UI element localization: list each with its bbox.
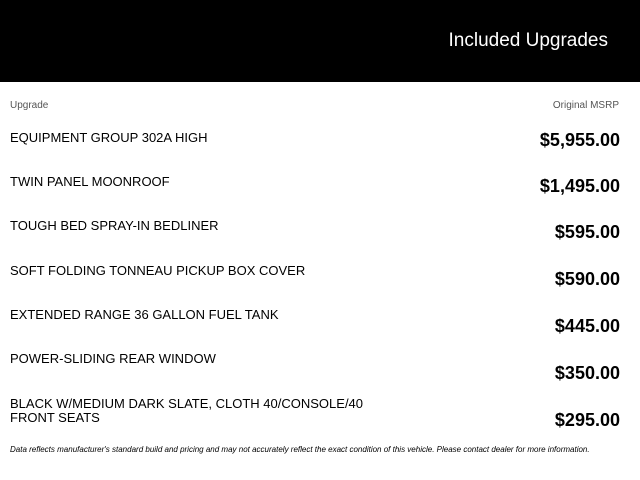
column-header-upgrade: Upgrade: [10, 100, 49, 111]
upgrade-price: $350.00: [554, 363, 620, 383]
upgrade-name: EQUIPMENT GROUP 302A HIGH: [10, 130, 208, 145]
upgrade-price: $295.00: [554, 410, 620, 430]
upgrade-name: EXTENDED RANGE 36 GALLON FUEL TANK: [10, 307, 279, 322]
column-header-msrp: Original MSRP: [552, 100, 619, 111]
upgrade-name: TOUGH BED SPRAY-IN BEDLINER: [10, 218, 219, 233]
upgrade-name: TWIN PANEL MOONROOF: [10, 174, 170, 189]
upgrade-price: $5,955.00: [539, 130, 620, 150]
upgrade-name: SOFT FOLDING TONNEAU PICKUP BOX COVER: [10, 263, 306, 278]
upgrade-price: $595.00: [554, 222, 620, 242]
upgrade-price: $1,495.00: [539, 176, 620, 196]
upgrade-name: BLACK W/MEDIUM DARK SLATE, CLOTH 40/CONSOLE/40 FRONT SEATS: [10, 396, 364, 425]
header-bar: [0, 0, 640, 82]
upgrade-name: POWER-SLIDING REAR WINDOW: [10, 351, 216, 366]
page-title: Included Upgrades: [448, 30, 608, 51]
upgrade-price: $590.00: [554, 269, 620, 289]
upgrade-price: $445.00: [554, 316, 620, 336]
disclaimer-text: Data reflects manufacturer's standard build and pricing and may not accurately reflect the exact condition of this vehicle. Please contact dealer for more information.: [10, 445, 590, 454]
